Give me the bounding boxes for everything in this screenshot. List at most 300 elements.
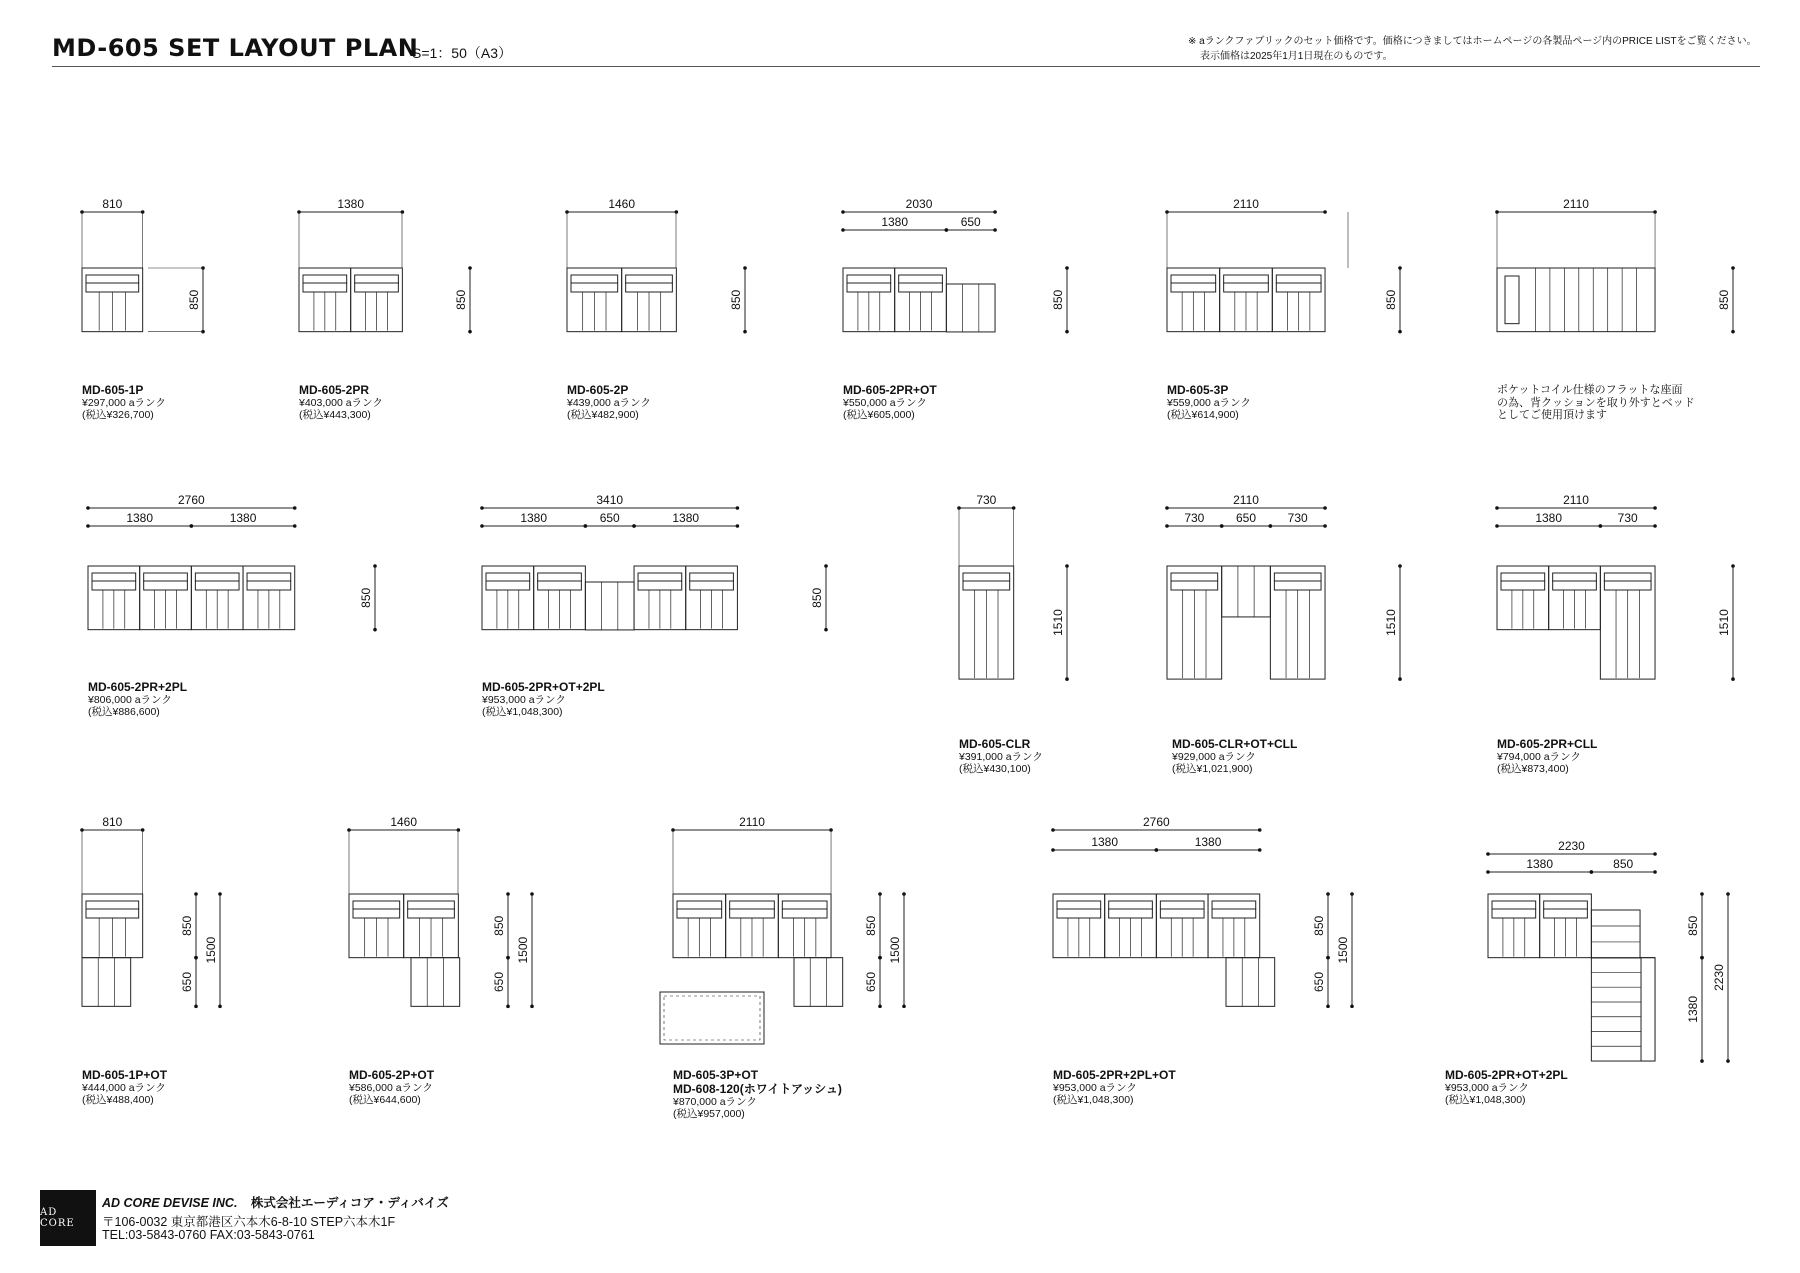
plan-name: MD-605-2PR+OT+2PL xyxy=(482,680,605,694)
back-cushion xyxy=(571,275,618,283)
back-cushion xyxy=(1171,581,1218,590)
dimension-label: 1380 xyxy=(1686,995,1700,1023)
back-cushion xyxy=(353,909,400,918)
dimension-dot xyxy=(736,524,740,528)
plan-name: MD-605-CLR xyxy=(959,737,1031,751)
ottoman xyxy=(411,958,460,1007)
dimension-dot xyxy=(1700,892,1704,896)
back-cushion xyxy=(408,909,455,918)
back-cushion xyxy=(1224,275,1269,283)
sofa-bed-note-line3: としてご使用頂けます xyxy=(1497,409,1607,421)
ottoman xyxy=(794,958,843,1007)
plan-price-tax: (税込¥1,048,300) xyxy=(1053,1094,1134,1106)
dimension-dot xyxy=(1700,956,1704,960)
back-cushion xyxy=(86,901,139,909)
back-cushion xyxy=(247,573,291,581)
back-cushion xyxy=(1212,901,1256,909)
dimension-dot xyxy=(293,524,297,528)
back-cushion xyxy=(86,283,139,292)
ottoman xyxy=(1591,910,1640,958)
dimension-label: 850 xyxy=(1717,289,1731,310)
dimension-dot xyxy=(841,228,845,232)
dimension-label: 1510 xyxy=(1384,609,1398,636)
back-cushion xyxy=(486,573,530,581)
plan-label xyxy=(567,383,651,421)
dimension-dot xyxy=(218,892,222,896)
back-cushion xyxy=(638,573,682,581)
plan-price-tax: (税込¥488,400) xyxy=(82,1094,154,1106)
dimension-label: 850 xyxy=(1686,915,1700,936)
plan-name: MD-605-2P+OT xyxy=(349,1068,435,1082)
back-cushion xyxy=(847,275,891,283)
plan-price: ¥444,000 aランク xyxy=(82,1082,166,1094)
dimension-dot xyxy=(480,524,484,528)
dimension-label: 2110 xyxy=(1233,197,1259,211)
plan-label xyxy=(1172,737,1297,775)
back-cushion xyxy=(1274,581,1321,590)
back-cushion xyxy=(303,283,347,292)
dimension-dot xyxy=(584,524,588,528)
back-cushion xyxy=(730,909,775,918)
back-cushion xyxy=(92,573,136,581)
back-cushion xyxy=(1109,901,1153,909)
plan-price-tax: (税込¥605,000) xyxy=(843,409,915,421)
back-cushion xyxy=(677,909,722,918)
dimension-label: 650 xyxy=(864,971,878,993)
dimension-dot xyxy=(1495,524,1499,528)
dimension-label: 2760 xyxy=(1143,815,1170,829)
dimension-dot xyxy=(743,330,747,334)
back-cushion xyxy=(1171,275,1216,283)
plan-name: MD-605-1P+OT xyxy=(82,1068,168,1082)
header-note-line1: ※ aランクファブリックのセット価格です。価格につきましてはホームページの各製品ページ内のPRICE LISTをご覧ください。 xyxy=(1188,36,1757,47)
company-logo: AD CORE xyxy=(40,1190,96,1246)
sofa-bed-note xyxy=(1497,384,1695,422)
page-title: MD-605 SET LAYOUT PLAN xyxy=(52,34,419,62)
ottoman xyxy=(946,284,995,332)
plan-label xyxy=(1053,1068,1176,1106)
plan-price-tax: (税込¥1,048,300) xyxy=(1445,1094,1526,1106)
dimension-dot xyxy=(1653,870,1657,874)
dimension-label: 2110 xyxy=(1563,197,1589,211)
dimension-label: 2760 xyxy=(178,493,205,507)
dimension-dot xyxy=(902,1005,906,1009)
back-cushion xyxy=(355,283,399,292)
dimension-label: 650 xyxy=(599,511,620,525)
plan-name: MD-605-2PR xyxy=(299,383,370,397)
coffee-table-top xyxy=(664,996,760,1040)
flat-bed xyxy=(1497,268,1655,332)
dimension-dot xyxy=(824,564,828,568)
dimension-dot xyxy=(902,892,906,896)
plan-price-tax: (税込¥443,300) xyxy=(299,409,371,421)
plan-price: ¥953,000 aランク xyxy=(1445,1082,1529,1094)
dimension-dot xyxy=(1323,524,1327,528)
back-cushion xyxy=(638,581,682,590)
plan-price: ¥586,000 aランク xyxy=(349,1082,433,1094)
dimension-dot xyxy=(1165,506,1169,510)
back-cushion xyxy=(1057,909,1101,918)
dimension-dot xyxy=(1220,524,1224,528)
dimension-dot xyxy=(1269,524,1273,528)
dimension-dot xyxy=(506,956,510,960)
dimension-dot xyxy=(530,892,534,896)
back-cushion xyxy=(1501,581,1545,590)
dimension-label: 850 xyxy=(1613,857,1634,871)
back-cushion xyxy=(86,909,139,918)
back-cushion xyxy=(626,283,673,292)
dimension-dot xyxy=(1258,828,1262,832)
dimension-dot xyxy=(1065,330,1069,334)
dimension-dot xyxy=(878,892,882,896)
plan-price-tax: (税込¥957,000) xyxy=(673,1108,745,1120)
back-cushion xyxy=(92,581,136,590)
back-cushion xyxy=(1276,283,1321,292)
dimension-dot xyxy=(1350,892,1354,896)
back-cushion xyxy=(144,581,188,590)
plan-name: MD-605-2PR+2PL+OT xyxy=(1053,1068,1176,1082)
plan-price-tax: (税込¥1,021,900) xyxy=(1172,763,1253,775)
dimension-label: 850 xyxy=(187,289,201,310)
dimension-dot xyxy=(1065,564,1069,568)
plan-name: MD-605-CLR+OT+CLL xyxy=(1172,737,1298,751)
dimension-label: 1510 xyxy=(1051,609,1065,636)
header-note-line2: 表示価格は2025年1月1日現在のものです。 xyxy=(1200,51,1393,62)
plan-price: ¥391,000 aランク xyxy=(959,751,1043,763)
dimension-dot xyxy=(945,228,949,232)
dimension-dot xyxy=(841,210,845,214)
plan-price: ¥794,000 aランク xyxy=(1497,751,1581,763)
dimension-label: 650 xyxy=(960,215,981,229)
dimension-label: 1380 xyxy=(337,197,365,211)
dimension-dot xyxy=(1599,524,1603,528)
back-cushion xyxy=(1171,283,1216,292)
dimension-dot xyxy=(506,892,510,896)
dimension-label: 730 xyxy=(1184,511,1205,525)
dimension-dot xyxy=(506,1005,510,1009)
ottoman xyxy=(1226,958,1275,1007)
dimension-label: 730 xyxy=(976,493,997,507)
back-cushion xyxy=(1553,581,1597,590)
back-cushion xyxy=(1224,283,1269,292)
plan-price: ¥403,000 aランク xyxy=(299,397,383,409)
back-cushion xyxy=(1057,901,1101,909)
dimension-label: 2230 xyxy=(1712,964,1726,991)
dimension-dot xyxy=(86,524,90,528)
plan-price: ¥953,000 aランク xyxy=(1053,1082,1137,1094)
dimension-label: 850 xyxy=(810,587,824,608)
back-cushion xyxy=(195,581,239,590)
dimension-dot xyxy=(1731,564,1735,568)
dimension-dot xyxy=(1155,848,1159,852)
dimension-label: 2110 xyxy=(739,815,765,829)
plan-price-tax: (税込¥482,900) xyxy=(567,409,639,421)
dimension-label: 810 xyxy=(102,197,123,211)
dimension-dot xyxy=(824,628,828,632)
dimension-dot xyxy=(468,266,472,270)
dimension-dot xyxy=(194,956,198,960)
back-cushion xyxy=(1604,581,1651,590)
dimension-dot xyxy=(1323,210,1327,214)
back-cushion xyxy=(899,275,943,283)
plan-label xyxy=(1497,737,1597,775)
plan-name: MD-605-2P xyxy=(567,383,629,397)
plan-label xyxy=(1445,1068,1568,1106)
plan-name: MD-605-2PR+2PL xyxy=(88,680,188,694)
back-cushion xyxy=(1212,909,1256,918)
plan-name: MD-605-3P+OT xyxy=(673,1068,759,1082)
chaise-left-module xyxy=(1591,958,1655,1061)
dimension-dot xyxy=(1326,1005,1330,1009)
dimension-label: 2110 xyxy=(1233,493,1259,507)
dimension-label: 810 xyxy=(102,815,123,829)
back-cushion xyxy=(1274,573,1321,581)
dimension-label: 1380 xyxy=(520,511,548,525)
dimension-label: 850 xyxy=(492,915,506,936)
dimension-dot xyxy=(1731,266,1735,270)
dimension-label: 850 xyxy=(180,915,194,936)
dimension-dot xyxy=(675,210,679,214)
dimension-dot xyxy=(86,506,90,510)
dimension-label: 730 xyxy=(1287,511,1308,525)
dimension-dot xyxy=(373,628,377,632)
back-cushion xyxy=(1109,909,1153,918)
dimension-label: 850 xyxy=(1312,915,1326,936)
dimension-dot xyxy=(1726,892,1730,896)
plan-label xyxy=(88,680,187,718)
sofa-bed-note-line1: ポケットコイル仕様のフラットな座面 xyxy=(1497,384,1683,396)
dimension-dot xyxy=(1653,524,1657,528)
back-cushion xyxy=(571,283,618,292)
plan-label xyxy=(843,383,937,421)
dimension-label: 1460 xyxy=(390,815,418,829)
dimension-dot xyxy=(530,1005,534,1009)
back-cushion xyxy=(353,901,400,909)
dimension-dot xyxy=(1653,852,1657,856)
back-cushion xyxy=(1544,909,1588,918)
company-address: 〒106-0032 東京都港区六本木6-8-10 STEP六本木1F xyxy=(102,1215,396,1229)
back-cushion xyxy=(899,283,943,292)
dimension-dot xyxy=(1326,956,1330,960)
dimension-label: 1380 xyxy=(1091,835,1119,849)
dimension-dot xyxy=(1398,564,1402,568)
dimension-label: 650 xyxy=(1312,971,1326,993)
back-cushion xyxy=(690,573,734,581)
back-cushion xyxy=(303,275,347,283)
plan-price: ¥870,000 aランク xyxy=(673,1096,757,1108)
plan-label xyxy=(673,1068,842,1120)
dimension-label: 3410 xyxy=(596,493,624,507)
back-cushion xyxy=(195,573,239,581)
dimension-dot xyxy=(194,892,198,896)
dimension-dot xyxy=(1326,892,1330,896)
dimension-dot xyxy=(194,1005,198,1009)
plan-name: MD-605-1P xyxy=(82,383,144,397)
dimension-dot xyxy=(1700,1059,1704,1063)
back-cushion xyxy=(538,573,582,581)
back-cushion xyxy=(626,275,673,283)
dimension-dot xyxy=(218,1005,222,1009)
dimension-dot xyxy=(1258,848,1262,852)
dimension-dot xyxy=(1590,870,1594,874)
dimension-dot xyxy=(1726,1059,1730,1063)
dimension-dot xyxy=(1398,266,1402,270)
dimension-label: 1500 xyxy=(204,936,218,964)
company-name xyxy=(102,1193,449,1211)
plan-price: ¥559,000 aランク xyxy=(1167,397,1251,409)
dimension-dot xyxy=(878,1005,882,1009)
dimension-dot xyxy=(993,210,997,214)
back-cushion xyxy=(782,901,827,909)
plan-price-tax: (税込¥430,100) xyxy=(959,763,1031,775)
plan-label xyxy=(482,680,605,718)
plan-price-tax: (税込¥873,400) xyxy=(1497,763,1569,775)
dimension-label: 1380 xyxy=(1526,857,1554,871)
plan-price: ¥439,000 aランク xyxy=(567,397,651,409)
back-cushion xyxy=(86,275,139,283)
dimension-dot xyxy=(1051,828,1055,832)
dimension-dot xyxy=(993,228,997,232)
back-cushion xyxy=(1160,901,1204,909)
back-cushion xyxy=(963,573,1010,581)
plan-name: MD-605-2PR+OT xyxy=(843,383,937,397)
dimension-label: 1510 xyxy=(1717,609,1731,636)
plan-label xyxy=(1167,383,1251,421)
back-cushion xyxy=(1604,573,1651,581)
dimension-dot xyxy=(1486,870,1490,874)
dimension-dot xyxy=(1165,524,1169,528)
dimension-label: 1380 xyxy=(126,511,154,525)
plan-label xyxy=(299,383,383,421)
plan-price-tax: (税込¥614,900) xyxy=(1167,409,1239,421)
plan-price: ¥929,000 aランク xyxy=(1172,751,1256,763)
dimension-label: 650 xyxy=(492,971,506,993)
dimension-label: 730 xyxy=(1617,511,1638,525)
back-cushion xyxy=(1544,901,1588,909)
dimension-dot xyxy=(1323,506,1327,510)
dimension-dot xyxy=(401,210,405,214)
back-cushion xyxy=(1492,909,1536,918)
plan-price-tax: (税込¥886,600) xyxy=(88,706,160,718)
dimension-dot xyxy=(480,506,484,510)
plan-name-secondary: MD-608-120(ホワイトアッシュ) xyxy=(673,1082,842,1096)
dimension-label: 1380 xyxy=(672,511,700,525)
scale-label: S=1：50（A3） xyxy=(412,45,512,61)
dimension-dot xyxy=(1065,677,1069,681)
back-cushion xyxy=(1276,275,1321,283)
dimension-dot xyxy=(878,956,882,960)
dimension-label: 850 xyxy=(864,915,878,936)
plan-price: ¥806,000 aランク xyxy=(88,694,172,706)
dimension-dot xyxy=(1486,852,1490,856)
dimension-label: 1500 xyxy=(1336,936,1350,964)
back-cushion xyxy=(144,573,188,581)
dimension-dot xyxy=(373,564,377,568)
back-cushion-removed xyxy=(1505,276,1519,324)
dimension-label: 850 xyxy=(1384,289,1398,310)
back-cushion xyxy=(677,901,722,909)
dimension-label: 1380 xyxy=(1194,835,1222,849)
plan-label xyxy=(82,383,166,421)
dimension-dot xyxy=(293,506,297,510)
dimension-label: 2030 xyxy=(905,197,933,211)
dimension-dot xyxy=(1653,506,1657,510)
dimension-label: 650 xyxy=(1236,511,1257,525)
back-cushion xyxy=(1492,901,1536,909)
sofa-bed-note-line2: の為、背クッションを取り外すとベッド xyxy=(1497,396,1695,409)
dimension-dot xyxy=(190,524,194,528)
back-cushion xyxy=(538,581,582,590)
back-cushion xyxy=(782,909,827,918)
dimension-label: 1500 xyxy=(516,936,530,964)
dimension-dot xyxy=(1731,330,1735,334)
dimension-dot xyxy=(1350,1005,1354,1009)
plan-price: ¥550,000 aランク xyxy=(843,397,927,409)
back-cushion xyxy=(1171,573,1218,581)
back-cushion xyxy=(1641,958,1655,1061)
dimension-label: 850 xyxy=(729,289,743,310)
dimension-label: 2110 xyxy=(1563,493,1589,507)
dimension-label: 850 xyxy=(359,587,373,608)
dimension-label: 1380 xyxy=(1535,511,1563,525)
plan-label xyxy=(349,1068,434,1106)
dimension-dot xyxy=(632,524,636,528)
ottoman xyxy=(585,582,634,630)
ottoman xyxy=(1222,566,1271,617)
back-cushion xyxy=(690,581,734,590)
dimension-label: 850 xyxy=(1051,289,1065,310)
back-cushion xyxy=(355,275,399,283)
dimension-dot xyxy=(1495,506,1499,510)
dimension-dot xyxy=(1065,266,1069,270)
back-cushion xyxy=(486,581,530,590)
back-cushion xyxy=(963,581,1010,590)
company-tel: TEL:03-5843-0760 FAX:03-5843-0761 xyxy=(102,1228,315,1242)
dimension-dot xyxy=(1731,677,1735,681)
ottoman xyxy=(82,958,131,1007)
plan-price-tax: (税込¥326,700) xyxy=(82,409,154,421)
back-cushion xyxy=(247,581,291,590)
dimension-dot xyxy=(468,330,472,334)
back-cushion xyxy=(1501,573,1545,581)
back-cushion xyxy=(1553,573,1597,581)
dimension-dot xyxy=(1398,330,1402,334)
plan-name: MD-605-3P xyxy=(1167,383,1229,397)
dimension-dot xyxy=(1051,848,1055,852)
back-cushion xyxy=(847,283,891,292)
back-cushion xyxy=(730,901,775,909)
company-name-jp: 株式会社エーディコア・ディバイズ xyxy=(250,1196,449,1210)
dimension-label: 1380 xyxy=(229,511,257,525)
dimension-dot xyxy=(743,266,747,270)
dimension-label: 2230 xyxy=(1558,839,1585,853)
dimension-dot xyxy=(1398,677,1402,681)
coffee-table xyxy=(660,992,764,1044)
dimension-label: 850 xyxy=(454,289,468,310)
plan-price-tax: (税込¥644,600) xyxy=(349,1094,421,1106)
dimension-label: 1380 xyxy=(881,215,909,229)
plan-price: ¥297,000 aランク xyxy=(82,397,166,409)
back-cushion xyxy=(1160,909,1204,918)
plan-name: MD-605-2PR+OT+2PL xyxy=(1445,1068,1568,1082)
plan-price-tax: (税込¥1,048,300) xyxy=(482,706,563,718)
dimension-label: 650 xyxy=(180,971,194,993)
dimension-dot xyxy=(457,828,461,832)
plan-name: MD-605-2PR+CLL xyxy=(1497,737,1598,751)
plan-label xyxy=(959,737,1043,775)
back-cushion xyxy=(408,901,455,909)
dimension-dot xyxy=(736,506,740,510)
